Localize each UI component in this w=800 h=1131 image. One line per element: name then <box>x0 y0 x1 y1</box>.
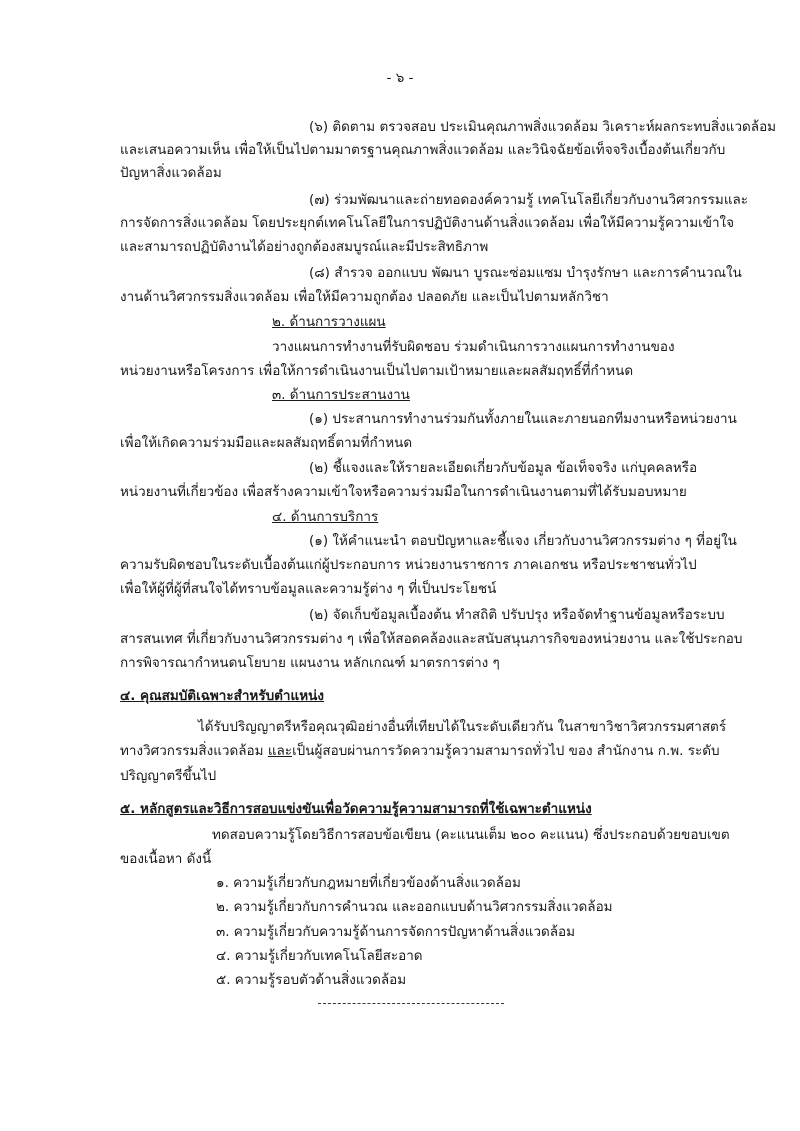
service-2-line-2: สารสนเทศ ที่เกี่ยวกับงานวิศวกรรมต่าง ๆ เพื่อให้สอดคล้องและสนับสนุนภารกิจของหน่วยงาน และใช้ประกอบ <box>120 631 743 647</box>
qualification-field: ทางวิศวกรรมสิ่งแวดล้อม <box>120 743 268 759</box>
heading-coordination: ๓. ด้านการประสานงาน <box>272 387 410 403</box>
planning-line-2: หน่วยงานหรือโครงการ เพื่อให้การดำเนินงานเป็นไปตามเป้าหมายและผลสัมฤทธิ์ที่กำหนด <box>120 363 634 379</box>
service-1-line-3: เพื่อให้ผู้ที่ผู้ที่สนใจได้ทราบข้อมูลและความรู้ต่าง ๆ ที่เป็นประโยชน์ <box>120 581 497 597</box>
duty-6-line-2: และเสนอความเห็น เพื่อให้เป็นไปตามมาตรฐานคุณภาพสิ่งแวดล้อม และวินิจฉัยข้อเท็จจริงเบื้องต้นเกี่ยวกับ <box>120 142 726 158</box>
heading-planning: ๒. ด้านการวางแผน <box>272 314 386 330</box>
duty-6-line-3: ปัญหาสิ่งแวดล้อม <box>120 165 222 181</box>
duty-7-line-1: (๗) ร่วมพัฒนาและถ่ายทอดองค์ความรู้ เทคโนโลยีเกี่ยวกับงานวิศวกรรมและ <box>309 192 749 208</box>
knowledge-item-5: ๕. ความรู้รอบตัวด้านสิ่งแวดล้อม <box>216 972 407 988</box>
knowledge-item-2: ๒. ความรู้เกี่ยวกับการคำนวณ และออกแบบด้านวิศวกรรมสิ่งแวดล้อม <box>216 899 613 915</box>
duty-8-line-2: งานด้านวิศวกรรมสิ่งแวดล้อม เพื่อให้มีความถูกต้อง ปลอดภัย และเป็นไปตามหลักวิชา <box>120 289 609 305</box>
exam-line-1: ทดสอบความรู้โดยวิธีการสอบข้อเขียน (คะแนนเต็ม ๒๐๐ คะแนน) ซึ่งประกอบด้วยขอบเขต <box>212 827 730 843</box>
service-1-line-2: ความรับผิดชอบในระดับเบื้องต้นแก่ผู้ประกอบการ หน่วยงานราชการ ภาคเอกชน หรือประชาชนทั่วไป <box>120 557 697 573</box>
qualification-exam: เป็นผู้สอบผ่านการวัดความรู้ความสามารถทั่วไป ของ สำนักงาน ก.พ. ระดับ <box>292 743 720 759</box>
duty-7-line-3: และสามารถปฏิบัติงานได้อย่างถูกต้องสมบูรณ์และมีประสิทธิภาพ <box>120 239 489 255</box>
heading-service: ๔. ด้านการบริการ <box>272 509 379 525</box>
service-1-line-1: (๑) ให้คำแนะนำ ตอบปัญหาและชี้แจง เกี่ยวกับงานวิศวกรรมต่าง ๆ ที่อยู่ใน <box>309 533 737 549</box>
page-number: - ๖ - <box>386 70 414 86</box>
exam-line-2: ของเนื้อหา ดังนี้ <box>120 851 212 867</box>
qualification-line-1: ได้รับปริญญาตรีหรือคุณวุฒิอย่างอื่นที่เทียบได้ในระดับเดียวกัน ในสาขาวิชาวิศวกรรมศาสตร์ <box>198 719 727 735</box>
qualification-line-3: ปริญญาตรีขึ้นไป <box>120 768 217 784</box>
coord-1-line-1: (๑) ประสานการทำงานร่วมกันทั้งภายในและภายนอกทีมงานหรือหน่วยงาน <box>309 411 737 427</box>
section-4-title: ๔. คุณสมบัติเฉพาะสำหรับตำแหน่ง <box>120 688 324 704</box>
qualification-line-2 <box>120 742 720 760</box>
service-2-line-1: (๒) จัดเก็บข้อมูลเบื้องต้น ทำสถิติ ปรับปรุง หรือจัดทำฐานข้อมูลหรือระบบ <box>309 607 725 623</box>
qualification-and: และ <box>267 743 293 759</box>
knowledge-item-1: ๑. ความรู้เกี่ยวกับกฎหมายที่เกี่ยวข้องด้านสิ่งแวดล้อม <box>216 875 521 891</box>
knowledge-item-3: ๓. ความรู้เกี่ยวกับความรู้ด้านการจัดการปัญหาด้านสิ่งแวดล้อม <box>216 924 576 940</box>
section-5-title: ๕. หลักสูตรและวิธีการสอบแข่งขันเพื่อวัดความรู้ความสามารถที่ใช้เฉพาะตำแหน่ง <box>120 801 592 817</box>
duty-7-line-2: การจัดการสิ่งแวดล้อม โดยประยุกต์เทคโนโลยีในการปฏิบัติงานด้านสิ่งแวดล้อม เพื่อให้มีความรู้ความเข้าใจ <box>120 215 735 231</box>
end-separator <box>318 1003 504 1004</box>
service-2-line-3: การพิจารณากำหนดนโยบาย แผนงาน หลักเกณฑ์ มาตรการต่าง ๆ <box>120 655 500 671</box>
coord-2-line-1: (๒) ชี้แจงและให้รายละเอียดเกี่ยวกับข้อมูล ข้อเท็จจริง แก่บุคคลหรือ <box>309 460 698 476</box>
planning-line-1: วางแผนการทำงานที่รับผิดชอบ ร่วมดำเนินการวางแผนการทำงานของ <box>272 339 675 355</box>
coord-1-line-2: เพื่อให้เกิดความร่วมมือและผลสัมฤทธิ์ตามที่กำหนด <box>120 435 413 451</box>
duty-8-line-1: (๘) สำรวจ ออกแบบ พัฒนา บูรณะซ่อมแซม บำรุงรักษา และการคำนวณใน <box>309 265 742 281</box>
knowledge-item-4: ๔. ความรู้เกี่ยวกับเทคโนโลยีสะอาด <box>216 948 423 964</box>
duty-6-line-1: (๖) ติดตาม ตรวจสอบ ประเมินคุณภาพสิ่งแวดล้อม วิเคราะห์ผลกระทบสิ่งแวดล้อม <box>309 119 777 135</box>
coord-2-line-2: หน่วยงานที่เกี่ยวข้อง เพื่อสร้างความเข้าใจหรือความร่วมมือในการดำเนินงานตามที่ได้รับมอบหมาย <box>120 484 687 500</box>
